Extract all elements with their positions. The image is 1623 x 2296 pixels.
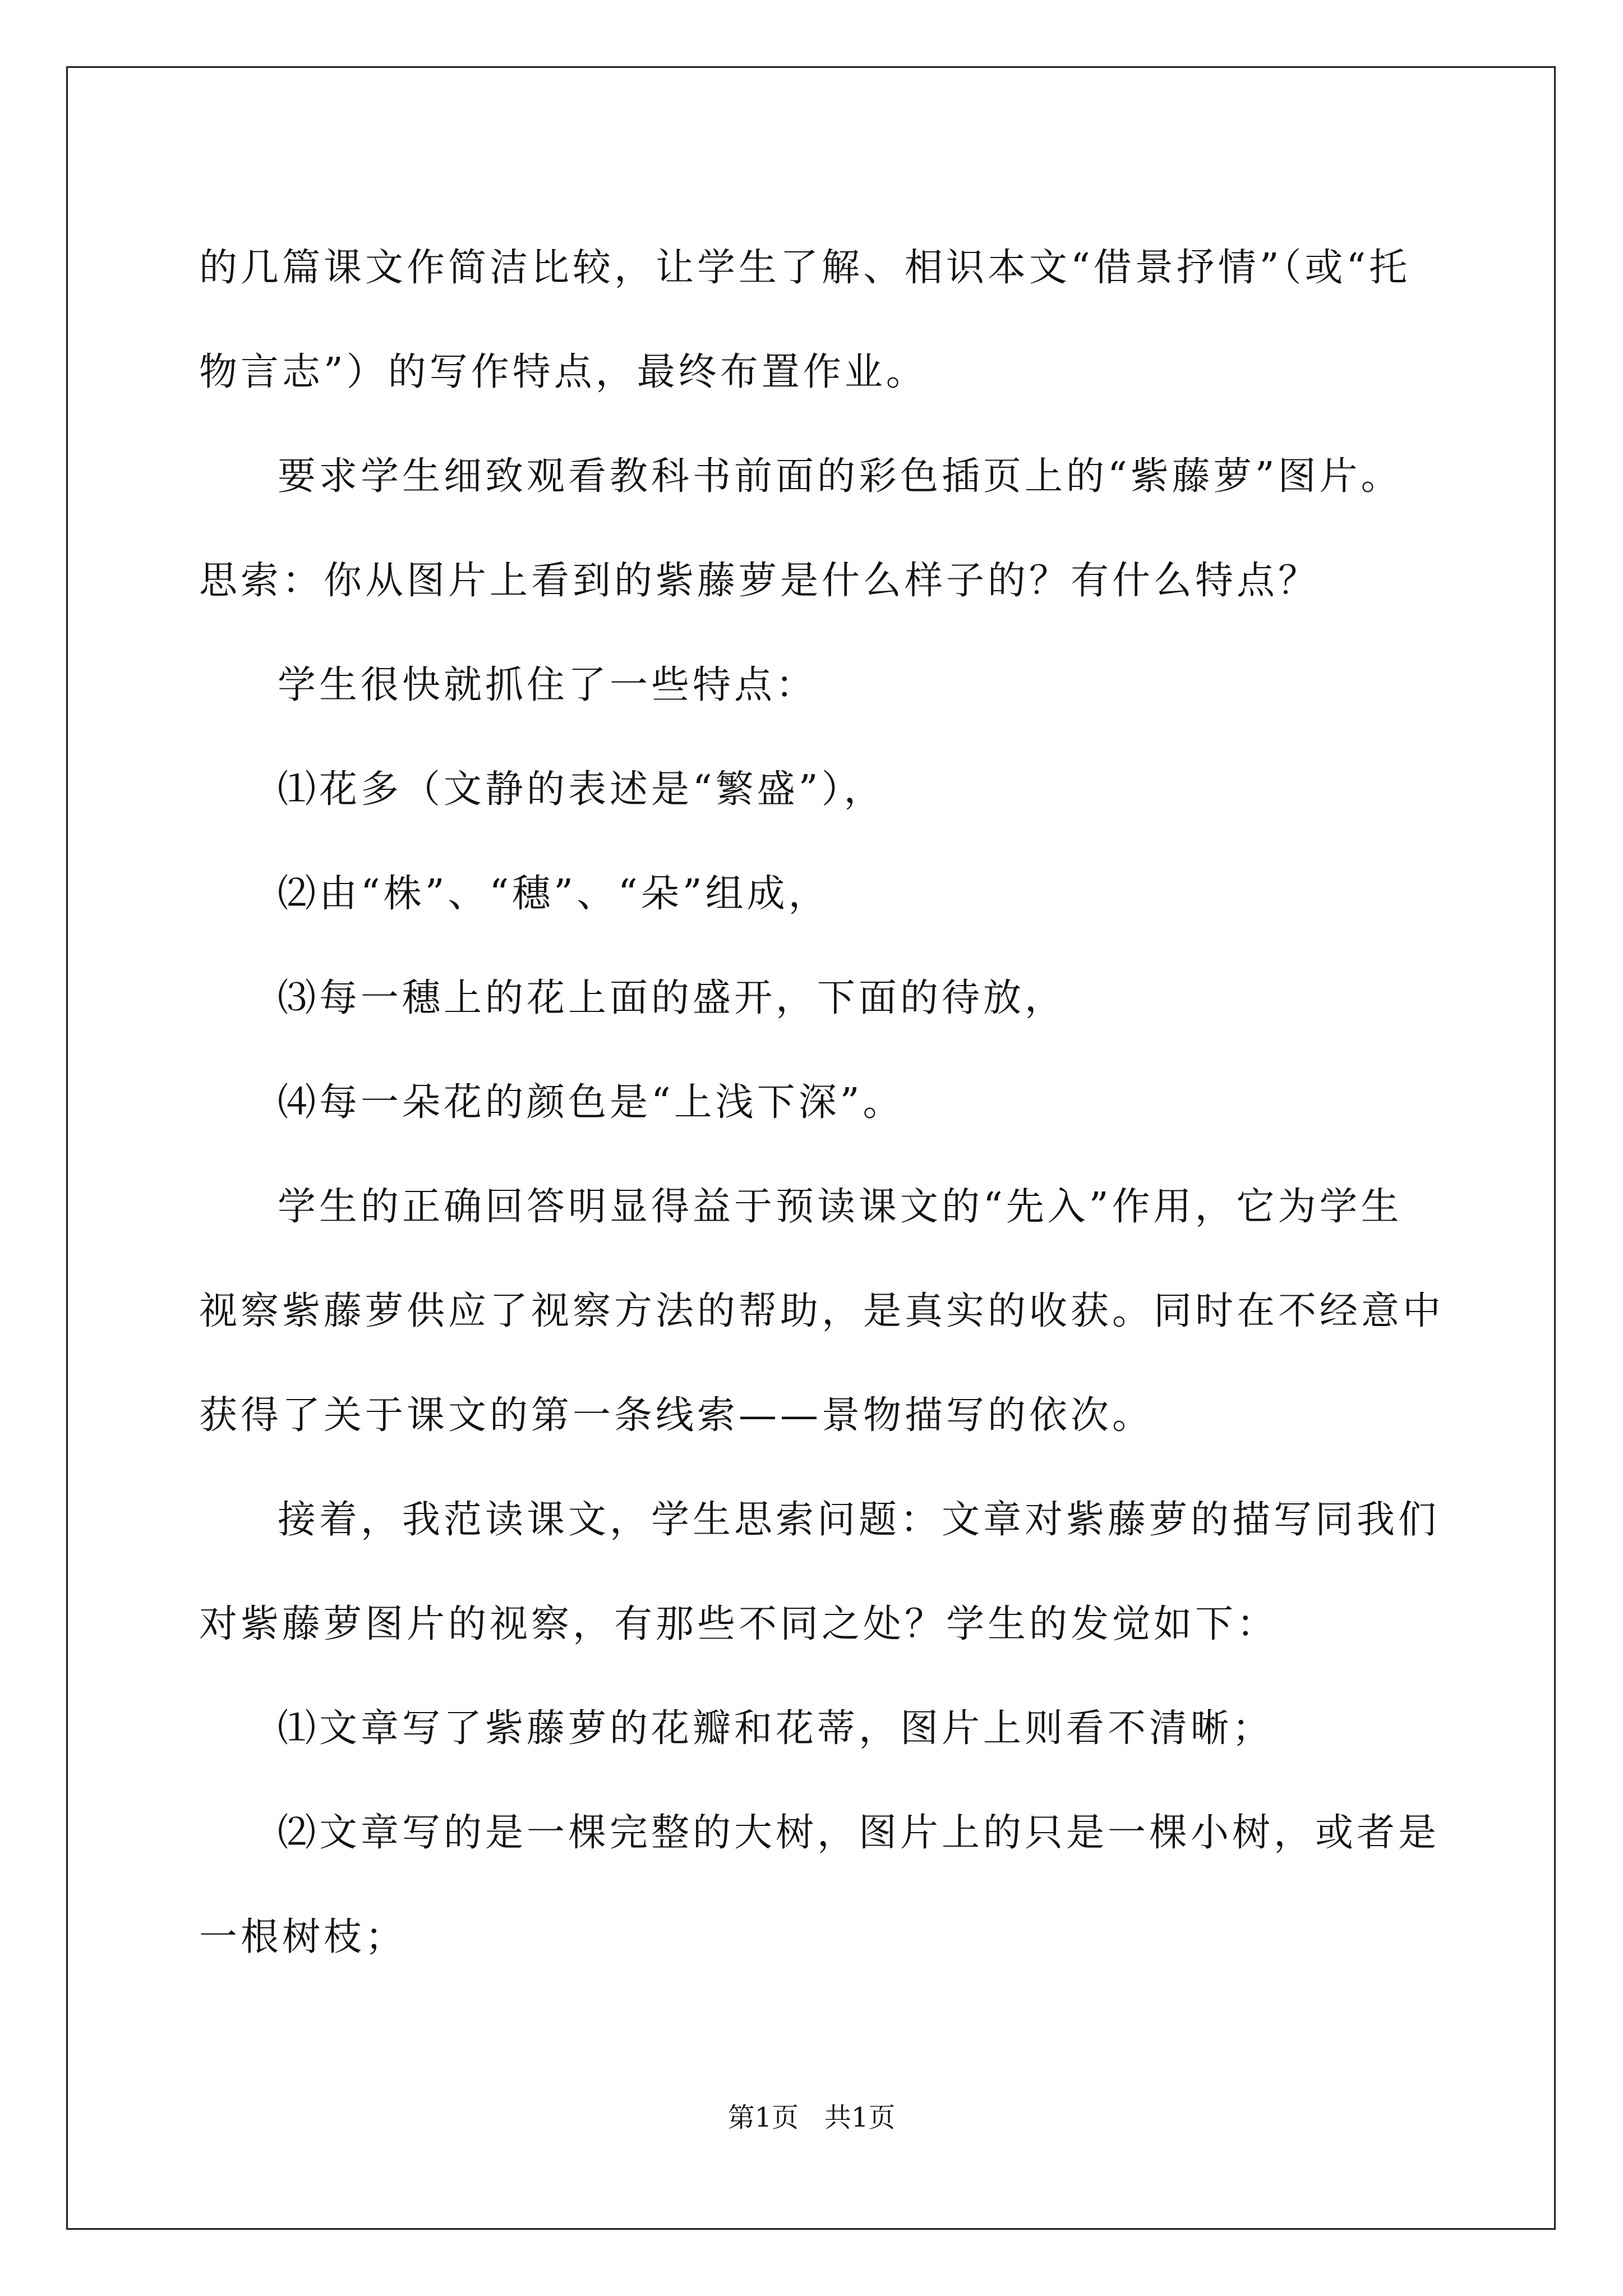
list-item: ⑵由“株”、“穗”、“朵”组成， <box>278 872 830 916</box>
page-total: 共1页 <box>824 2102 896 2133</box>
paragraph-line: 的几篇课文作简洁比较，让学生了解、相识本文“借景抒情”（或“托 <box>199 246 1411 290</box>
paragraph-line: 一根树枝； <box>199 1915 407 1959</box>
paragraph-line: 获得了关于课文的第一条线索——景物描写的依次。 <box>199 1393 1154 1438</box>
paragraph-line: 要求学生细致观看教科书前面的彩色插页上的“紫藤萝”图片。 <box>278 454 1403 499</box>
paragraph-line: 学生很快就抓住了一些特点： <box>278 663 818 707</box>
paragraph-line: 对紫藤萝图片的视察，有那些不同之处？学生的发觉如下： <box>199 1602 1279 1646</box>
document-body <box>199 216 1445 1990</box>
paragraph-line: 思索：你从图片上看到的紫藤萝是什么样子的？有什么特点？ <box>199 559 1320 603</box>
page-footer <box>0 2101 1623 2134</box>
list-item: ⑴文章写了紫藤萝的花瓣和花蒂，图片上则看不清晰； <box>278 1706 1274 1751</box>
page-number: 第1页 <box>727 2102 799 2133</box>
list-item: ⑴花多（文静的表述是“繁盛”）， <box>278 767 886 812</box>
list-item: ⑶每一穗上的花上面的盛开，下面的待放， <box>278 976 1067 1020</box>
paragraph-line: 视察紫藤萝供应了视察方法的帮助，是真实的收获。同时在不经意中 <box>199 1289 1445 1333</box>
list-item: ⑷每一朵花的颜色是“上浅下深”。 <box>278 1080 905 1125</box>
paragraph-line: 物言志”）的写作特点，最终布置作业。 <box>199 350 928 394</box>
paragraph-line: 学生的正确回答明显得益于预读课文的“先入”作用，它为学生 <box>278 1185 1403 1229</box>
paragraph-line: 接着，我范读课文，学生思索问题：文章对紫藤萝的描写同我们 <box>278 1498 1440 1542</box>
list-item: ⑵文章写的是一棵完整的大树，图片上的只是一棵小树，或者是 <box>278 1811 1440 1855</box>
